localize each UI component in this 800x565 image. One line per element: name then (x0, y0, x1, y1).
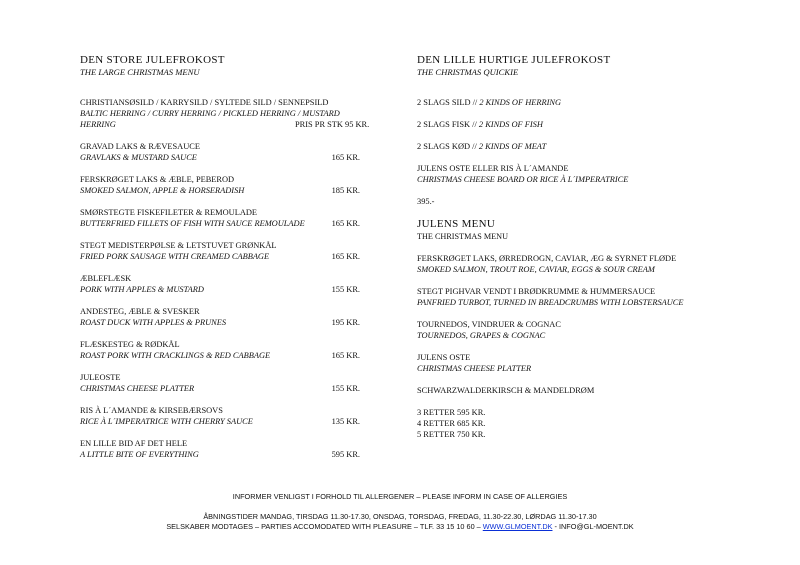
email-text: - INFO@GL-MOENT.DK (552, 522, 634, 531)
herring-da: CHRISTIANSØSILD / KARRYSILD / SYLTEDE SILD / SENNEPSILD (80, 98, 329, 107)
menu-item (80, 273, 380, 295)
menu-item (80, 141, 380, 163)
christmas-menu-course (417, 319, 747, 341)
course-name-en: PANFRIED TURBOT, TURNED IN BREADCRUMBS WITH LOBSTERSAUCE (417, 298, 684, 307)
menu-item (80, 174, 380, 196)
allergy-notice: INFORMER VENLIGST I FORHOLD TIL ALLERGENER – PLEASE INFORM IN CASE OF ALLERGIES (232, 492, 568, 501)
item-name-da: EN LILLE BID AF DET HELE (80, 439, 188, 448)
cheese-da: JULENS OSTE ELLER RIS À L´AMANDE (417, 164, 569, 173)
course-price: 5 RETTER 750 KR. (417, 430, 486, 439)
opening-hours: ÅBNINGSTIDER MANDAG, TIRSDAG 11.30-17.30, ONSDAG, TORSDAG, FREDAG, 11.30-22.30, LØRDAG 11.30-17.30 (203, 512, 597, 521)
quick-item: 2 SLAGS KØD // 2 KINDS OF MEAT (417, 142, 547, 151)
quick-item: 2 SLAGS SILD // 2 KINDS OF HERRING (417, 98, 562, 107)
course-name-en: SMOKED SALMON, TROUT ROE, CAVIAR, EGGS & SOUR CREAM (417, 265, 655, 274)
item-name-da: GRAVAD LAKS & RÆVESAUCE (80, 142, 200, 151)
item-name-da: ÆBLEFLÆSK (80, 274, 132, 283)
dessert-item: SCHWARZWALDERKIRSCH & MANDELDRØM (417, 386, 595, 395)
christmas-quickie-menu (417, 54, 747, 440)
large-christmas-menu (80, 54, 380, 460)
item-price: 155 KR. (331, 384, 360, 393)
large-menu-subtitle: THE LARGE CHRISTMAS MENU (80, 67, 200, 77)
menu-item (80, 306, 380, 328)
item-name-en: FRIED PORK SAUSAGE WITH CREAMED CABBAGE (80, 252, 270, 261)
course-prices (417, 407, 747, 440)
item-price: 165 KR. (331, 219, 360, 228)
quickie-title: DEN LILLE HURTIGE JULEFROKOST (417, 54, 611, 66)
herring-en-row (80, 119, 380, 130)
menu-item (80, 240, 380, 262)
cheese-en: CHRISTMAS CHEESE BOARD OR RICE À L´IMPERATRICE (417, 175, 629, 184)
item-name-en: CHRISTMAS CHEESE PLATTER (80, 384, 195, 393)
course-name-en: CHRISTMAS CHEESE PLATTER (417, 364, 532, 373)
quick-price: 395.- (417, 197, 435, 206)
menu-item (80, 372, 380, 394)
item-name-en: PORK WITH APPLES & MUSTARD (80, 285, 204, 294)
item-name-da: FLÆSKESTEG & RØDKÅL (80, 340, 180, 349)
item-price: 155 KR. (331, 285, 360, 294)
christmas-menu-title: JULENS MENU (417, 218, 496, 230)
course-name-da: TOURNEDOS, VINDRUER & COGNAC (417, 320, 561, 329)
course-name-da: FERSKRØGET LAKS, ØRREDROGN, CAVIAR, ÆG & SYRNET FLØDE (417, 254, 677, 263)
item-name-da: RIS À L´AMANDE & KIRSEBÆRSOVS (80, 406, 223, 415)
herring-item (80, 97, 380, 130)
herring-price: PRIS PR STK 95 KR. (295, 120, 370, 129)
quickie-subtitle: THE CHRISTMAS QUICKIE (417, 67, 519, 77)
herring-en-2: HERRING (80, 120, 116, 129)
menu-item (80, 207, 380, 229)
item-name-en: SMOKED SALMON, APPLE & HORSERADISH (80, 186, 245, 195)
item-name-en: ROAST PORK WITH CRACKLINGS & RED CABBAGE (80, 351, 271, 360)
item-price: 595 KR. (331, 450, 360, 459)
contact-line (0, 522, 800, 531)
cheese-item (417, 163, 747, 185)
course-name-da: JULENS OSTE (417, 353, 471, 362)
course-price: 3 RETTER 595 KR. (417, 408, 486, 417)
item-price: 195 KR. (331, 318, 360, 327)
christmas-menu-subtitle: THE CHRISTMAS MENU (417, 232, 508, 241)
menu-item (80, 339, 380, 361)
item-name-da: STEGT MEDISTERPØLSE & LETSTUVET GRØNKÅL (80, 241, 277, 250)
item-price: 185 KR. (331, 186, 360, 195)
item-name-en: A LITTLE BITE OF EVERYTHING (80, 450, 199, 459)
item-name-en: BUTTERFRIED FILLETS OF FISH WITH SAUCE REMOULADE (80, 219, 305, 228)
christmas-menu-course (417, 352, 747, 374)
quick-item: 2 SLAGS FISK // 2 KINDS OF FISH (417, 120, 543, 129)
item-price: 165 KR. (331, 153, 360, 162)
item-price: 135 KR. (331, 417, 360, 426)
item-name-en: GRAVLAKS & MUSTARD SAUCE (80, 153, 197, 162)
course-price: 4 RETTER 685 KR. (417, 419, 486, 428)
website-link[interactable]: WWW.GLMOENT.DK (482, 522, 553, 531)
item-name-da: FERSKRØGET LAKS & ÆBLE, PEBEROD (80, 175, 235, 184)
item-name-da: SMØRSTEGTE FISKEFILETER & REMOULADE (80, 208, 258, 217)
large-menu-title: DEN STORE JULEFROKOST (80, 54, 225, 66)
item-name-da: ANDESTEG, ÆBLE & SVESKER (80, 307, 200, 316)
parties-text: SELSKABER MODTAGES – PARTIES ACCOMODATED WITH PLEASURE – TLF. 33 15 10 60 – (166, 522, 483, 531)
christmas-menu-course (417, 286, 747, 308)
menu-item (80, 438, 380, 460)
item-name-en: ROAST DUCK WITH APPLES & PRUNES (80, 318, 227, 327)
item-price: 165 KR. (331, 252, 360, 261)
item-price: 165 KR. (331, 351, 360, 360)
herring-en-1: BALTIC HERRING / CURRY HERRING / PICKLED HERRING / MUSTARD (80, 109, 340, 118)
quick-items (417, 97, 747, 152)
item-name-da: JULEOSTE (80, 373, 121, 382)
christmas-menu-course (417, 253, 747, 275)
menu-item (80, 405, 380, 427)
course-name-da: STEGT PIGHVAR VENDT I BRØDKRUMME & HUMMERSAUCE (417, 287, 656, 296)
item-name-en: RICE À L´IMPERATRICE WITH CHERRY SAUCE (80, 417, 253, 426)
course-name-en: TOURNEDOS, GRAPES & COGNAC (417, 331, 546, 340)
